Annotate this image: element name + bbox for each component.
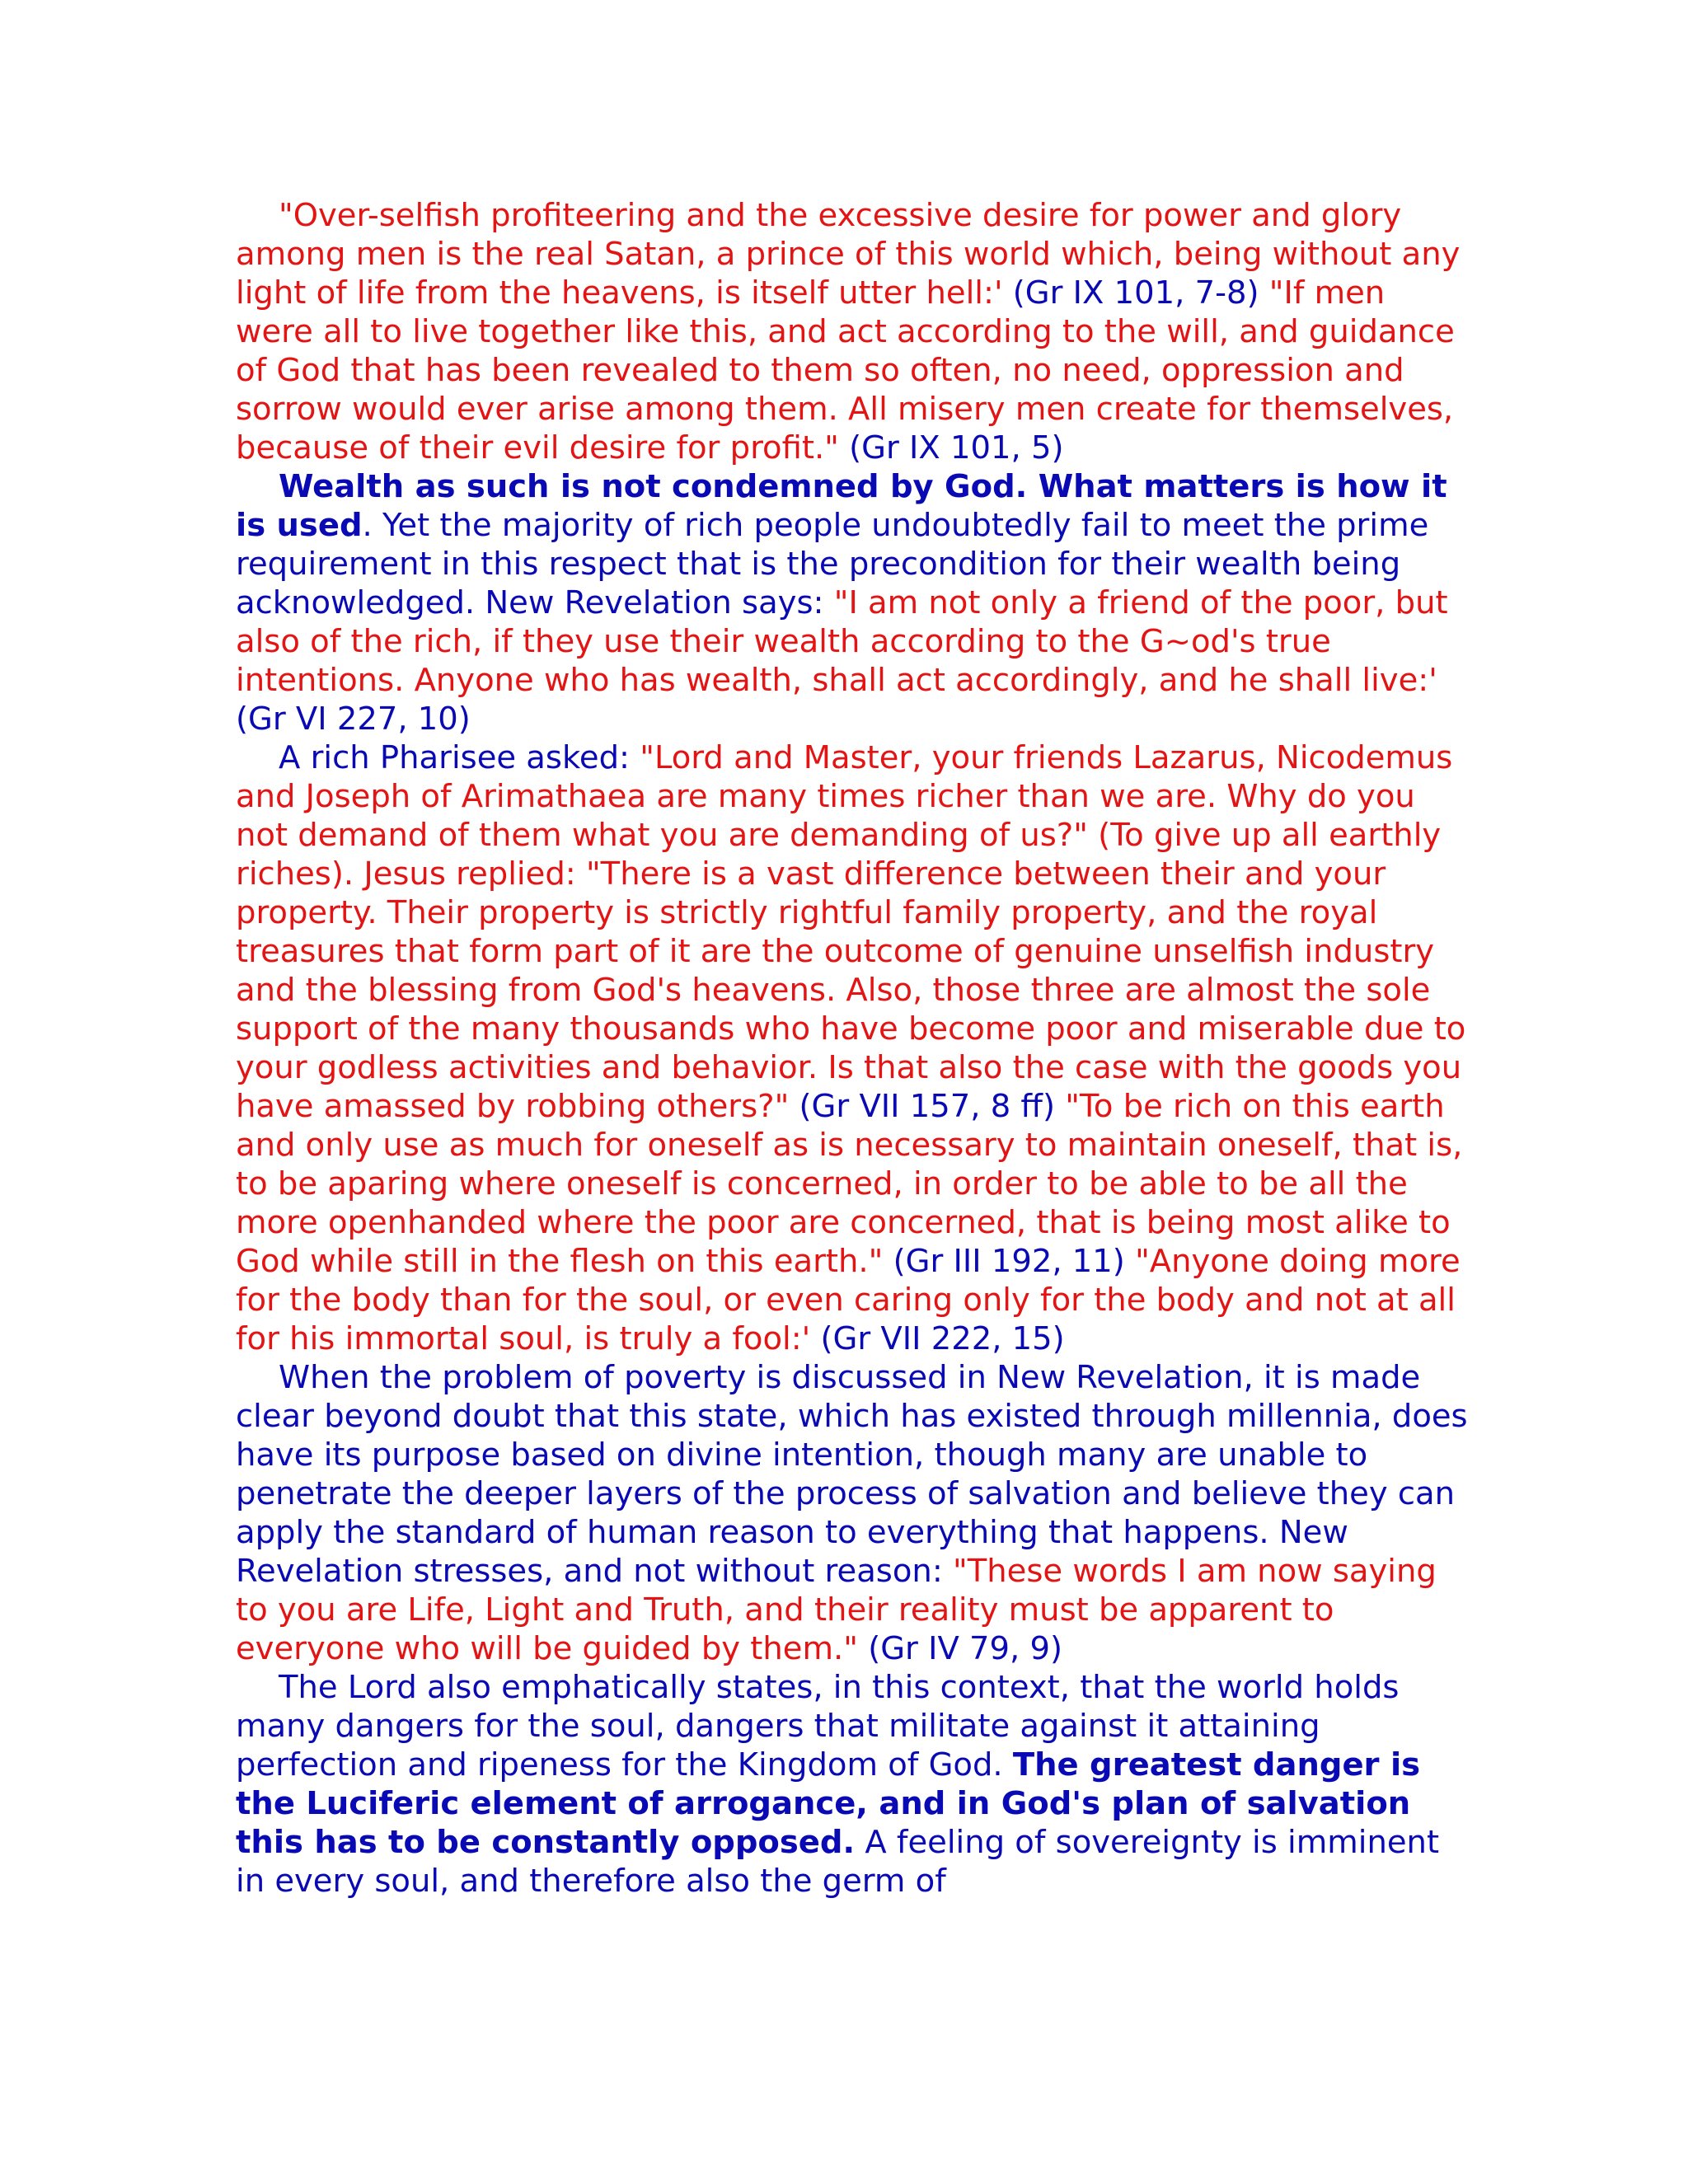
body-text: A rich Pharisee asked: [279,739,640,776]
citation: (Gr VII 157, 8 ff) [799,1088,1066,1125]
paragraph-1 [236,196,1472,467]
paragraph-3 [236,738,1472,1358]
bold-statement: Wealth as such is not condemned by God. What matters is how it is used [236,468,1447,544]
paragraph-4 [236,1358,1472,1668]
citation: (Gr IX 101, 5) [849,429,1064,466]
quote-text: "Lord and Master, your friends Lazarus, Nicodemus and Joseph of Arimathaea are many times richer than we are. Why do you not demand of them what you are demanding of us?" (To give up all earthly riches). Jesus replied: "There is a vast difference between their and your property. Their property is strictly rightful family property, and the royal treasures that form part of it are the outcome of genuine unselfish industry and the blessing from God's heavens. Also, those three are almost the sole support of the many thousands who have become poor and miserable due to your godless activities and behavior. Is that also the case with the goods you have amassed by robbing others?" [236,739,1466,1125]
body-text: . Yet the majority of rich people undoubtedly fail to meet the prime requirement in this respect that is the precondition for their wealth being acknowledged. New Revelation says: [236,507,1429,621]
citation: (Gr VI 227, 10) [236,701,471,738]
paragraph-5 [236,1668,1472,1900]
citation: (Gr III 192, 11) [893,1243,1136,1280]
document-page [236,196,1472,1900]
body-text: The Lord also emphatically states, in this context, that the world holds many dangers for the soul, dangers that militate against it attaining perfection and ripeness for the Kingdom of God. [236,1669,1400,1783]
citation: (Gr VII 222, 15) [820,1320,1065,1357]
quote-text: "I am not only a friend of the poor, but also of the rich, if they use their wealth according to the G~od's true intentions. Anyone who has wealth, shall act accordingly, and he shall live:' [236,584,1448,699]
body-text: When the problem of poverty is discussed in New Revelation, it is made clear beyond doubt that this state, which has existed through millennia, does have its purpose based on divine intention, though many are unable to penetrate the deeper layers of the process of salvation and believe they can apply the standard of human reason to everything that happens. New Revelation stresses, and not without reason: [236,1359,1468,1590]
quote-text: "If men were all to live together like this, and act according to the will, and guidance of God that has been revealed to them so often, no need, oppression and sorrow would ever arise among them. All misery men create for themselves, because of their evil desire for profit." [236,274,1455,466]
paragraph-2 [236,467,1472,738]
quote-text: "To be rich on this earth and only use as much for oneself as is necessary to maintain oneself, that is, to be aparing where oneself is concerned, in order to be able to be all the more openhanded where the poor are concerned, that is being most alike to God while still in the flesh on this earth." [236,1088,1463,1280]
citation: (Gr IV 79, 9) [868,1630,1063,1667]
body-text: A feeling of sovereignty is imminent in every soul, and therefore also the germ of [236,1824,1440,1900]
quote-text: "These words I am now saying to you are Life, Light and Truth, and their reality must be apparent to everyone who will be guided by them." [236,1553,1437,1667]
bold-statement: The greatest danger is the Luciferic element of arrogance, and in God's plan of salvation this has to be constantly opposed. [236,1746,1421,1861]
quote-text: "Anyone doing more for the body than for the soul, or even caring only for the body and not at all for his immortal soul, is truly a fool:' [236,1243,1461,1357]
citation: (Gr IX 101, 7-8) [1012,274,1269,312]
quote-text: "Over-selfish profiteering and the excessive desire for power and glory among men is the real Satan, a prince of this world which, being without any light of life from the heavens, is itself utter hell:' [236,197,1461,312]
